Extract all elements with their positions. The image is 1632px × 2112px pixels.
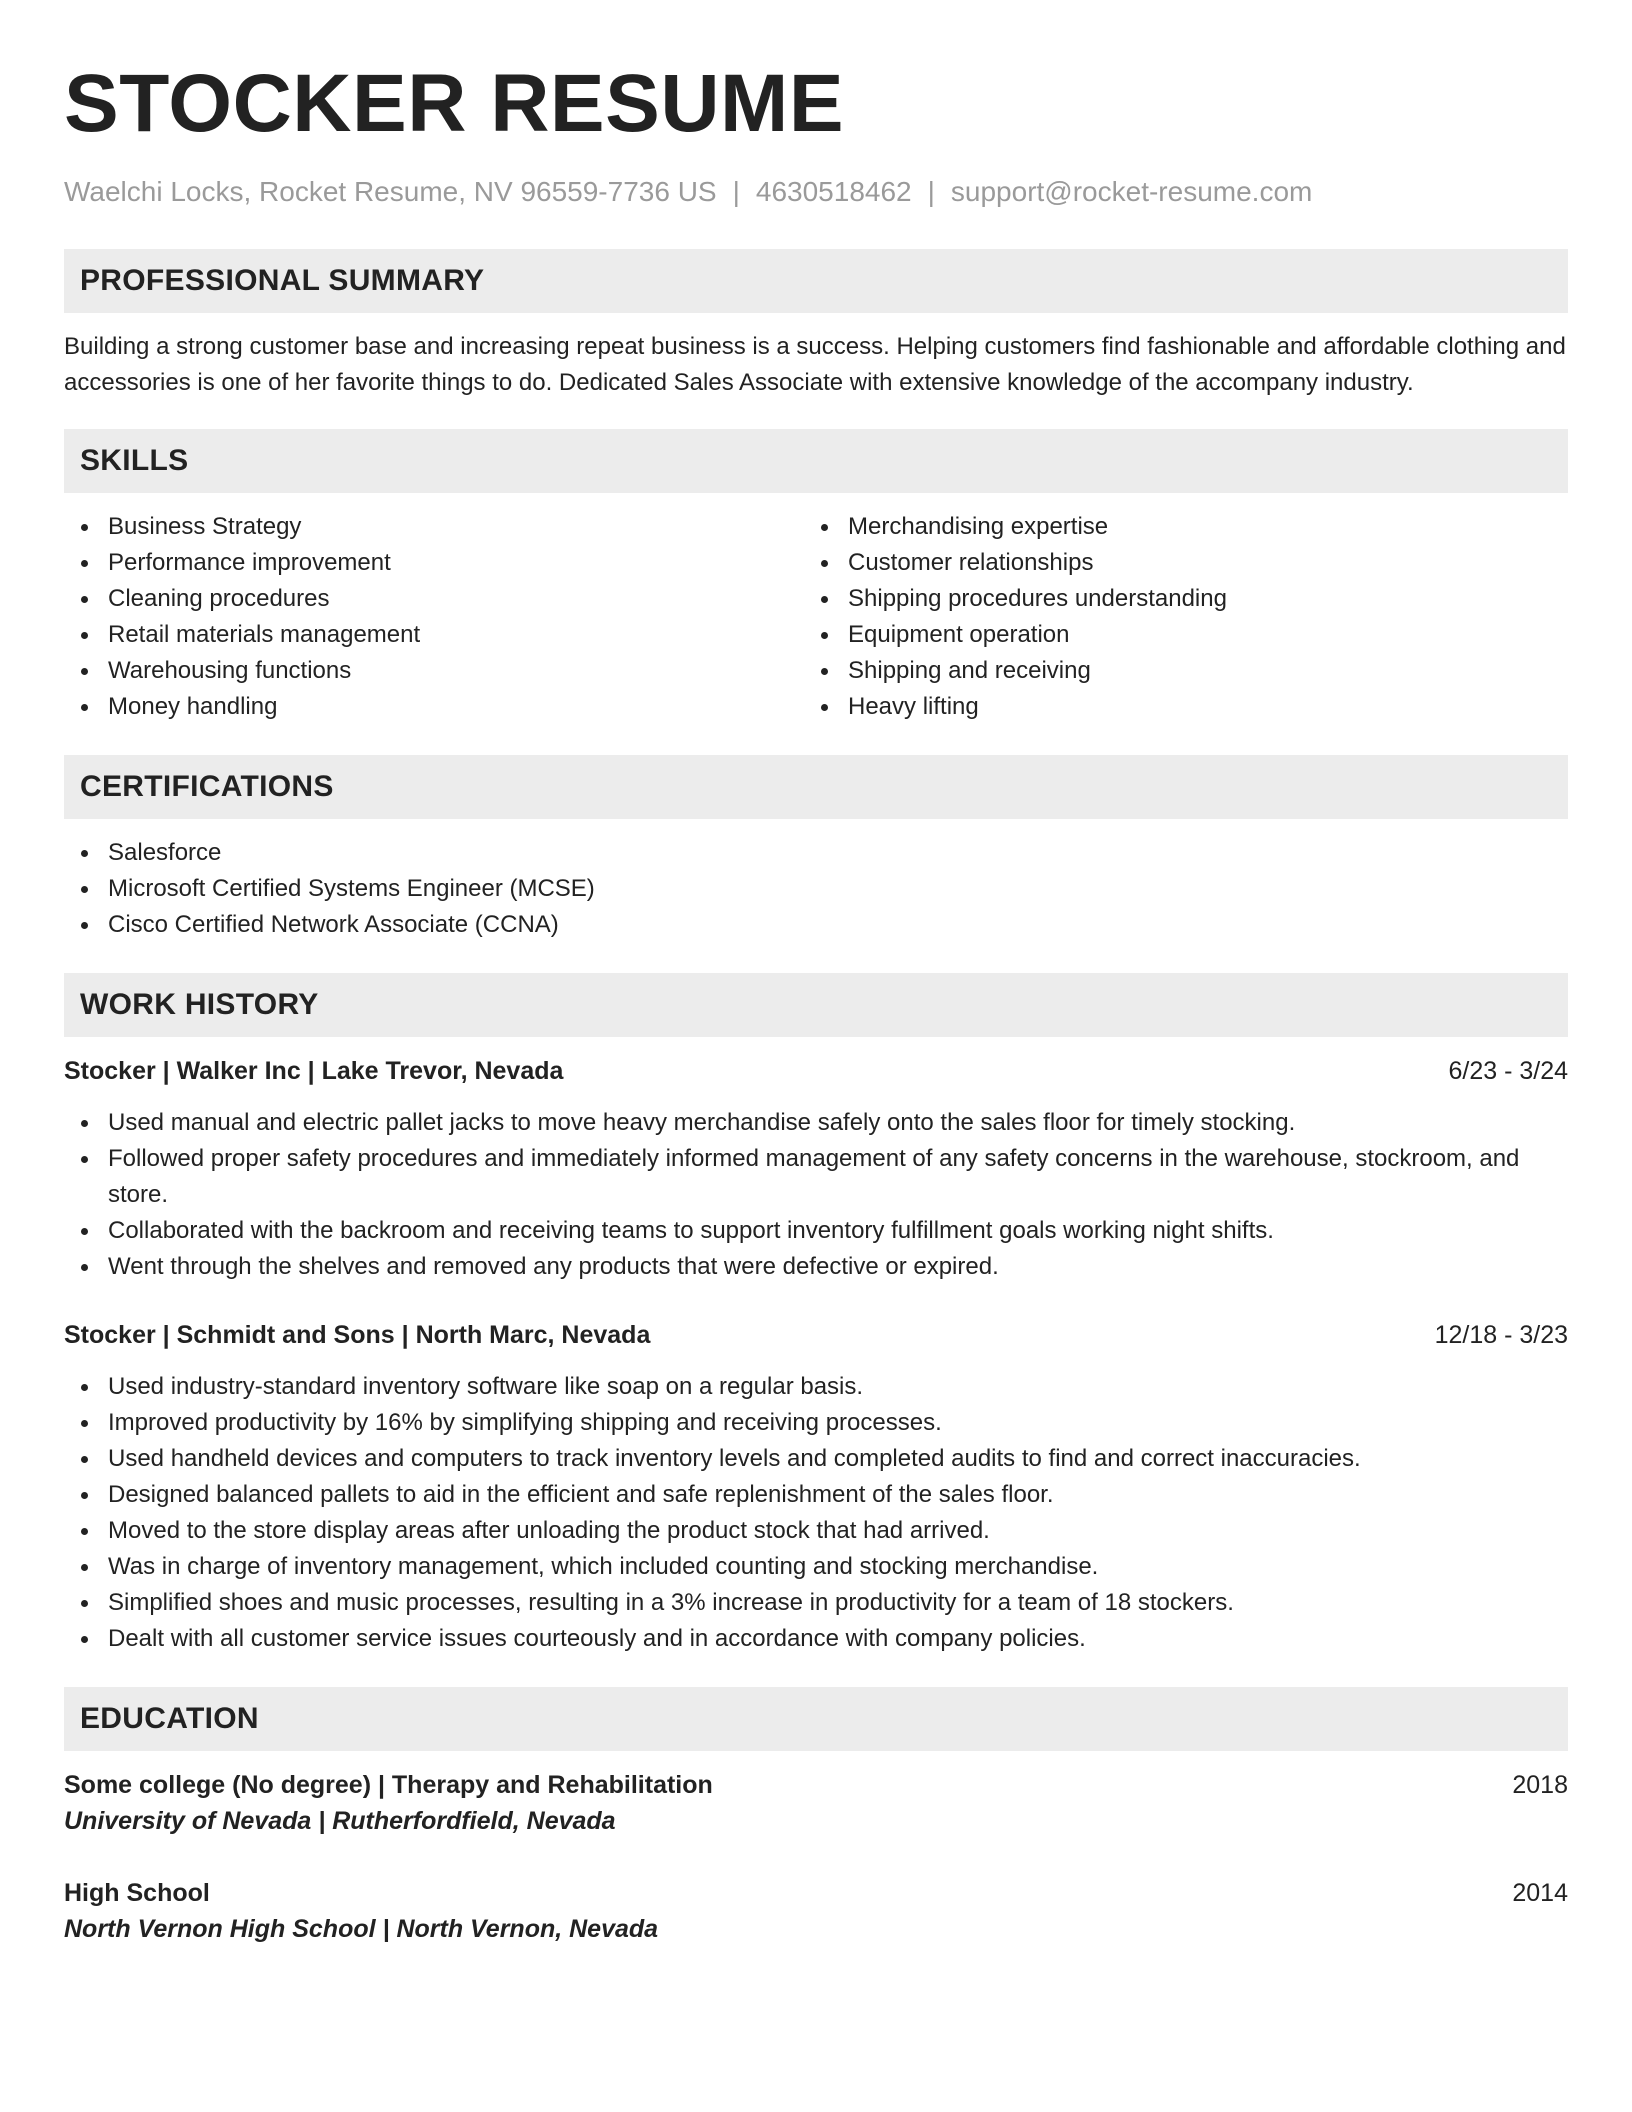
education-school: University of Nevada | Rutherfordfield, Nevada bbox=[64, 1807, 616, 1835]
certification-item: Cisco Certified Network Associate (CCNA) bbox=[64, 907, 1568, 943]
skill-item: Merchandising expertise bbox=[804, 509, 1544, 545]
job-bullet: Dealt with all customer service issues courteously and in accordance with company policies. bbox=[64, 1621, 1568, 1657]
job-dates: 12/18 - 3/23 bbox=[1434, 1321, 1568, 1349]
job-dates: 6/23 - 3/24 bbox=[1448, 1057, 1568, 1085]
skills-column-right bbox=[804, 509, 1544, 725]
job-header bbox=[64, 1053, 1568, 1089]
job-bullet: Used manual and electric pallet jacks to move heavy merchandise safely onto the sales floor for timely stocking. bbox=[64, 1105, 1568, 1141]
job-bullet: Simplified shoes and music processes, resulting in a 3% increase in productivity for a team of 18 stockers. bbox=[64, 1585, 1568, 1621]
job-header bbox=[64, 1317, 1568, 1353]
contact-separator: | bbox=[732, 176, 740, 207]
contact-address: Waelchi Locks, Rocket Resume, NV 96559-7736 US bbox=[64, 176, 717, 207]
job-bullet: Designed balanced pallets to aid in the efficient and safe replenishment of the sales floor. bbox=[64, 1477, 1568, 1513]
skill-item: Money handling bbox=[64, 689, 804, 725]
job-title: Stocker | Schmidt and Sons | North Marc, Nevada bbox=[64, 1321, 651, 1349]
job-bullet: Used handheld devices and computers to track inventory levels and completed audits to find and correct inaccuracies. bbox=[64, 1441, 1568, 1477]
certifications-list bbox=[64, 835, 1568, 943]
education-year: 2018 bbox=[1512, 1771, 1568, 1799]
contact-phone: 4630518462 bbox=[755, 176, 912, 207]
job-bullet: Used industry-standard inventory software like soap on a regular basis. bbox=[64, 1369, 1568, 1405]
contact-separator: | bbox=[927, 176, 935, 207]
work-history-heading: WORK HISTORY bbox=[64, 973, 1568, 1037]
summary-heading: PROFESSIONAL SUMMARY bbox=[64, 249, 1568, 313]
skill-item: Shipping procedures understanding bbox=[804, 581, 1544, 617]
skill-item: Shipping and receiving bbox=[804, 653, 1544, 689]
education-header bbox=[64, 1875, 1568, 1911]
skills-heading: SKILLS bbox=[64, 429, 1568, 493]
skill-item: Business Strategy bbox=[64, 509, 804, 545]
job-bullet: Followed proper safety procedures and immediately informed management of any safety concerns in the warehouse, stockroom, and store. bbox=[64, 1141, 1568, 1213]
skill-item: Warehousing functions bbox=[64, 653, 804, 689]
education-header bbox=[64, 1767, 1568, 1803]
job-bullet: Improved productivity by 16% by simplifying shipping and receiving processes. bbox=[64, 1405, 1568, 1441]
certifications-heading: CERTIFICATIONS bbox=[64, 755, 1568, 819]
skill-item: Retail materials management bbox=[64, 617, 804, 653]
education-heading: EDUCATION bbox=[64, 1687, 1568, 1751]
skills-column-left bbox=[64, 509, 804, 725]
job-bullets bbox=[64, 1369, 1568, 1657]
skill-item: Heavy lifting bbox=[804, 689, 1544, 725]
job-bullet: Went through the shelves and removed any products that were defective or expired. bbox=[64, 1249, 1568, 1285]
skill-item: Equipment operation bbox=[804, 617, 1544, 653]
certification-item: Salesforce bbox=[64, 835, 1568, 871]
skills-list bbox=[64, 509, 1568, 725]
resume-title: STOCKER RESUME bbox=[64, 58, 845, 149]
job-title: Stocker | Walker Inc | Lake Trevor, Nevada bbox=[64, 1057, 564, 1085]
job-bullet: Collaborated with the backroom and receiving teams to support inventory fulfillment goals working night shifts. bbox=[64, 1213, 1568, 1249]
certification-item: Microsoft Certified Systems Engineer (MCSE) bbox=[64, 871, 1568, 907]
skill-item: Performance improvement bbox=[64, 545, 804, 581]
contact-line bbox=[64, 174, 1568, 210]
job-bullet: Was in charge of inventory management, which included counting and stocking merchandise. bbox=[64, 1549, 1568, 1585]
summary-text: Building a strong customer base and increasing repeat business is a success. Helping customers find fashionable and affordable clothing and accessories is one of her favorite things to do. Dedicated Sales Associate with extensive knowledge of the accompany industry. bbox=[64, 333, 1566, 396]
skill-item: Customer relationships bbox=[804, 545, 1544, 581]
education-year: 2014 bbox=[1512, 1879, 1568, 1907]
education-school: North Vernon High School | North Vernon, Nevada bbox=[64, 1915, 659, 1943]
job-bullets bbox=[64, 1105, 1568, 1285]
skill-item: Cleaning procedures bbox=[64, 581, 804, 617]
job-bullet: Moved to the store display areas after unloading the product stock that had arrived. bbox=[64, 1513, 1568, 1549]
education-degree: High School bbox=[64, 1879, 210, 1907]
contact-email: support@rocket-resume.com bbox=[950, 176, 1313, 207]
education-degree: Some college (No degree) | Therapy and Rehabilitation bbox=[64, 1771, 713, 1799]
